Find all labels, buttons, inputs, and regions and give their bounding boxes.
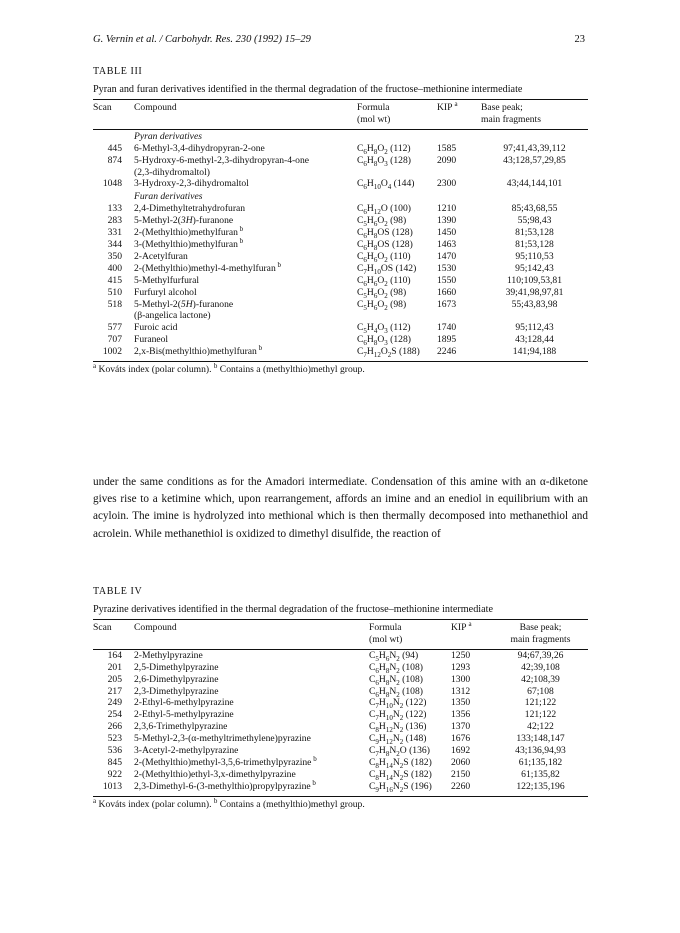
compound-cell: 2-(Methylthio)methylfuran $^b$ [134, 224, 244, 239]
scan-cell: 205 [107, 673, 122, 685]
scan-cell: 217 [107, 685, 122, 697]
kip-cell: 2060 [451, 756, 471, 768]
compound-cell: 2,6-Dimethylpyrazine [134, 673, 219, 685]
compound-cell: 2,4-Dimethyltetrahydrofuran [134, 203, 246, 215]
scan-cell: 201 [107, 661, 122, 673]
scan-cell: 518 [107, 298, 122, 310]
scan-cell: 350 [107, 250, 122, 262]
footnote-mark: b [237, 224, 244, 233]
kip-cell: 1300 [451, 673, 471, 685]
base-peak-cell: 110;109,53,81 [506, 274, 563, 286]
base-peak-cell: 81;53,128 [515, 227, 554, 239]
base-peak-cell: 121;122 [524, 697, 557, 709]
compound-cell: Furfuryl alcohol [134, 286, 197, 298]
scan-cell: 510 [107, 286, 122, 298]
compound-cell: Furaneol [134, 334, 169, 346]
compound-cell: 5-Methyl-2,3-(α-methyltrimethylene)pyrazine [134, 733, 311, 745]
compound-cell: (2,3-dihydromaltol) [134, 166, 210, 178]
kip-cell: 1673 [437, 298, 457, 310]
kip-cell: 1895 [437, 334, 457, 346]
formula-cell: $C_6H_8O_3$ (128) [357, 334, 411, 348]
formula-cell: $C_7H_{10}N_2$ (122) [369, 697, 427, 711]
formula-cell: $C_6H_8O_3$ (128) [357, 154, 411, 168]
table-row [93, 674, 588, 686]
compound-cell: 2-Acetylfuran [134, 250, 188, 262]
scan-cell: 1002 [102, 346, 122, 358]
compound-cell: (β-angelica lactone) [134, 310, 211, 322]
formula-cell: $C_5H_4O_3$ (112) [357, 322, 411, 336]
compound-cell: 3-Acetyl-2-methylpyrazine [134, 745, 239, 757]
footnote-mark: b [275, 260, 281, 269]
table-row [93, 167, 588, 179]
base-peak-cell: 133;148,147 [516, 733, 565, 745]
data-table [93, 619, 588, 797]
header-formula: Formula (mol wt) [357, 102, 391, 125]
table-row [93, 178, 588, 190]
table-row [93, 745, 588, 757]
table-row [93, 263, 588, 275]
compound-cell: 3-Hydroxy-2,3-dihydromaltol [134, 178, 249, 190]
base-peak-cell: 61;135,182 [518, 756, 563, 768]
scan-cell [93, 167, 129, 179]
scan-cell: 400 [107, 262, 122, 274]
kip-cell: 2090 [437, 154, 457, 166]
kip-cell: 2300 [437, 178, 457, 190]
scan-cell: 536 [107, 745, 122, 757]
footnote-mark: b [256, 343, 263, 352]
header-compound: Compound [134, 622, 177, 633]
kip-cell: 1356 [451, 709, 471, 721]
base-peak-cell: 43;128,57,29,85 [503, 154, 566, 166]
kip-cell: 1210 [437, 203, 457, 215]
scan-cell: 133 [107, 203, 122, 215]
kip-cell: 1470 [437, 250, 457, 262]
base-peak-cell: 55;98,43 [517, 215, 552, 227]
compound-cell: 2-Methylpyrazine [134, 649, 203, 661]
table-iii [93, 66, 588, 375]
scan-cell: 266 [107, 721, 122, 733]
table-header-row [93, 620, 588, 650]
body-paragraph: under the same conditions as for the Amadori intermediate. Condensation of this amine with an α-diketone gives rise to a ketimine which, upon rearrangement, affords an imine and an enediol in equilibrium with an acyloin. The imine is hydrolyzed into methional which is then thermally decomposed into methanethiol and acrolein. While methanethiol is oxidized to dimethyl disulfide, the reaction of [93, 476, 588, 540]
formula-cell: $C_6H_8OS$ (128) [357, 238, 413, 252]
table-row [93, 275, 588, 287]
compound-cell: 5-Hydroxy-6-methyl-2,3-dihydropyran-4-one [134, 154, 310, 166]
table-row [93, 203, 588, 215]
base-peak-cell: 85;43,68,55 [511, 203, 558, 215]
kip-cell: 1450 [437, 227, 457, 239]
table-body [93, 129, 588, 361]
scan-cell: 249 [107, 697, 122, 709]
kip-cell: 2246 [437, 346, 457, 358]
table-row [93, 769, 588, 781]
scan-cell: 415 [107, 274, 122, 286]
base-peak-cell: 42;122 [527, 721, 554, 733]
compound-cell: 5-Methyl-2(3H)-furanone [134, 215, 234, 227]
table-row [93, 239, 588, 251]
table-row [93, 334, 588, 346]
table-row [93, 299, 588, 311]
formula-cell: $C_6H_{10}O_4$ (144) [357, 178, 415, 192]
kip-cell: 1676 [451, 733, 471, 745]
table-row [93, 346, 588, 361]
formula-cell: $C_6H_8OS$ (128) [357, 227, 413, 240]
kip-cell: 1350 [451, 697, 471, 709]
base-peak-cell: 43;128,44 [515, 334, 554, 346]
formula-cell: $C_5H_6O_2$ (98) [357, 215, 407, 229]
table-row [93, 709, 588, 721]
table-row [93, 686, 588, 698]
kip-cell: 1293 [451, 661, 471, 673]
formula-cell [357, 310, 437, 322]
scan-cell: 1013 [102, 780, 122, 792]
formula-cell: $C_6H_8N_2$ (108) [369, 661, 423, 675]
base-peak-cell: 43;44,144,101 [506, 178, 563, 190]
scan-cell: 331 [107, 227, 122, 239]
data-table [93, 99, 588, 362]
compound-cell: 3-(Methylthio)methylfuran $^b$ [134, 236, 244, 250]
table-caption: Pyran and furan derivatives identified in the thermal degradation of the fructose–methionine intermediate [93, 84, 523, 95]
formula-cell: $C_6H_8N_2$ (108) [369, 673, 423, 687]
base-peak-cell: 42;39,108 [521, 661, 560, 673]
section-row [93, 129, 588, 142]
scan-cell: 707 [107, 334, 122, 346]
base-peak-cell: 67;108 [527, 685, 554, 697]
formula-cell: $C_7H_{10}OS$ (142) [357, 262, 417, 276]
kip-cell: 2260 [451, 780, 471, 792]
base-peak-cell: 94;67,39,26 [517, 649, 564, 661]
table-row [93, 781, 588, 796]
base-peak-cell: 95;112,43 [515, 322, 554, 334]
kip-cell: 2150 [451, 768, 471, 780]
footnote-mark: b [310, 778, 316, 787]
formula-cell [357, 167, 437, 179]
scan-cell: 577 [107, 322, 122, 334]
footnote-mark: b [237, 236, 244, 245]
table-row [93, 733, 588, 745]
formula-cell: $C_6H_6O_2$ (110) [357, 274, 411, 288]
table-label: TABLE IV [93, 586, 143, 597]
compound-cell: 2-(Methylthio)ethyl-3,x-dimethylpyrazine [134, 768, 296, 780]
kip-cell: 1585 [437, 142, 457, 154]
header-base-peak: Base peak; main fragments [510, 622, 571, 645]
header-kip: KIP $^a$ [451, 619, 472, 633]
compound-cell: 2,5-Dimethylpyrazine [134, 661, 219, 673]
kip-cell: 1740 [437, 322, 457, 334]
compound-cell: 2-Ethyl-6-methylpyrazine [134, 697, 234, 709]
page-number: 23 [574, 34, 585, 45]
formula-cell: $C_8H_{14}N_2S$ (182) [369, 768, 432, 782]
kip-cell: 1530 [437, 262, 457, 274]
base-peak-cell: 81;53,128 [515, 238, 554, 250]
section-row [93, 190, 588, 203]
header-scan: Scan [93, 622, 112, 633]
base-peak-cell: 39;41,98,97,81 [505, 286, 564, 298]
base-peak-cell: 121;122 [524, 709, 557, 721]
compound-cell: 5-Methylfurfural [134, 274, 200, 286]
table-row [93, 251, 588, 263]
scan-cell: 874 [107, 154, 122, 166]
scan-cell: 922 [107, 768, 122, 780]
compound-cell: Furoic acid [134, 322, 178, 334]
table-caption: Pyrazine derivatives identified in the thermal degradation of the fructose–methionine intermediate [93, 604, 493, 615]
formula-cell: $C_5H_6N_2$ (94) [369, 649, 419, 663]
kip-cell: 1312 [451, 685, 471, 697]
formula-cell: $C_9H_{16}N_2S$ (196) [369, 780, 432, 794]
compound-cell: 2,x-Bis(methylthio)methylfuran $^b$ [134, 343, 263, 358]
formula-cell: $C_8H_{14}N_2S$ (182) [369, 756, 432, 770]
formula-cell: $C_6H_8O_2$ (112) [357, 142, 411, 156]
base-peak-cell: 95;110,53 [515, 250, 554, 262]
base-peak-cell: 55;43,83,98 [511, 298, 558, 310]
section-heading: Pyran derivatives [134, 130, 202, 142]
table-row [93, 322, 588, 334]
scan-cell: 164 [107, 649, 122, 661]
header-compound: Compound [134, 102, 177, 113]
compound-cell: 2-Ethyl-5-methylpyrazine [134, 709, 234, 721]
compound-cell: 6-Methyl-3,4-dihydropyran-2-one [134, 142, 265, 154]
table-row [93, 215, 588, 227]
scan-cell [93, 310, 129, 322]
table-iv [93, 586, 588, 810]
base-peak-cell [481, 310, 588, 322]
table-row [93, 662, 588, 674]
kip-cell: 1692 [451, 745, 471, 757]
table-row [93, 287, 588, 299]
running-head-citation: G. Vernin et al. / Carbohydr. Res. 230 (1992) 15–29 [93, 34, 311, 45]
formula-cell: $C_7H_{12}O_2S$ (188) [357, 346, 420, 360]
formula-cell: $C_6H_{12}O$ (100) [357, 203, 411, 217]
header-kip: KIP $^a$ [437, 99, 458, 113]
table-footnote: $^a$ Kováts index (polar column). $^b$ Contains a (methylthio)methyl group. [93, 361, 365, 376]
running-head [93, 34, 585, 45]
scan-cell: 445 [107, 142, 122, 154]
base-peak-cell: 141;94,188 [512, 346, 557, 358]
kip-cell: 1550 [437, 274, 457, 286]
header-scan: Scan [93, 102, 112, 113]
scan-cell: 254 [107, 709, 122, 721]
compound-cell: 5-Methyl-2(5H)-furanone [134, 298, 234, 310]
formula-cell: $C_5H_6O_2$ (98) [357, 286, 407, 300]
table-footnote: $^a$ Kováts index (polar column). $^b$ Contains a (methylthio)methyl group. [93, 796, 365, 810]
compound-cell: 2-(Methylthio)methyl-3,5,6-trimethylpyrazine $^b$ [134, 754, 317, 768]
table-row [93, 227, 588, 239]
formula-cell: $C_5H_6O_2$ (98) [357, 298, 407, 312]
formula-cell: $C_8H_{12}N_2$ (136) [369, 721, 427, 735]
scan-cell: 344 [107, 238, 122, 250]
compound-cell: 2-(Methylthio)methyl-4-methylfuran $^b$ [134, 260, 281, 274]
scan-cell: 523 [107, 733, 122, 745]
formula-cell: $C_6H_6O_2$ (110) [357, 250, 411, 264]
compound-cell: 2,3-Dimethyl-6-(3-methylthio)propylpyrazine $^b$ [134, 778, 316, 792]
kip-cell: 1660 [437, 286, 457, 298]
kip-cell [437, 310, 481, 322]
footnote-mark: b [311, 754, 317, 763]
formula-cell: $C_7H_{10}N_2$ (122) [369, 709, 427, 723]
table-label: TABLE III [93, 66, 143, 77]
scan-cell: 845 [107, 756, 122, 768]
base-peak-cell: 122;135,196 [516, 780, 565, 792]
base-peak-cell: 97;41,43,39,112 [503, 142, 566, 154]
kip-cell: 1463 [437, 238, 457, 250]
formula-cell: $C_7H_8N_2O$ (136) [369, 745, 430, 758]
table-row [93, 721, 588, 733]
kip-cell: 1370 [451, 721, 471, 733]
base-peak-cell: 61;135,82 [521, 768, 560, 780]
kip-cell: 1390 [437, 215, 457, 227]
scan-cell: 1048 [102, 178, 122, 190]
base-peak-cell: 42;108,39 [521, 673, 560, 685]
table-row [93, 155, 588, 167]
table-row [93, 649, 588, 661]
base-peak-cell [481, 167, 588, 179]
table-header-row [93, 100, 588, 130]
table-row [93, 143, 588, 155]
table-row [93, 697, 588, 709]
table-row [93, 310, 588, 322]
base-peak-cell: 95;142,43 [515, 262, 554, 274]
table-row [93, 757, 588, 769]
section-heading: Furan derivatives [134, 191, 203, 203]
compound-cell: 2,3,6-Trimethylpyrazine [134, 721, 228, 733]
header-base-peak: Base peak; main fragments [481, 102, 541, 125]
base-peak-cell: 43;136,94,93 [515, 745, 566, 757]
formula-cell: $C_6H_8N_2$ (108) [369, 685, 423, 699]
header-formula: Formula (mol wt) [369, 622, 403, 645]
scan-cell: 283 [107, 215, 122, 227]
table-body [93, 649, 588, 796]
compound-cell: 2,3-Dimethylpyrazine [134, 685, 219, 697]
kip-cell: 1250 [451, 649, 471, 661]
kip-cell [437, 167, 481, 179]
formula-cell: $C_9H_{12}N_2$ (148) [369, 733, 427, 747]
